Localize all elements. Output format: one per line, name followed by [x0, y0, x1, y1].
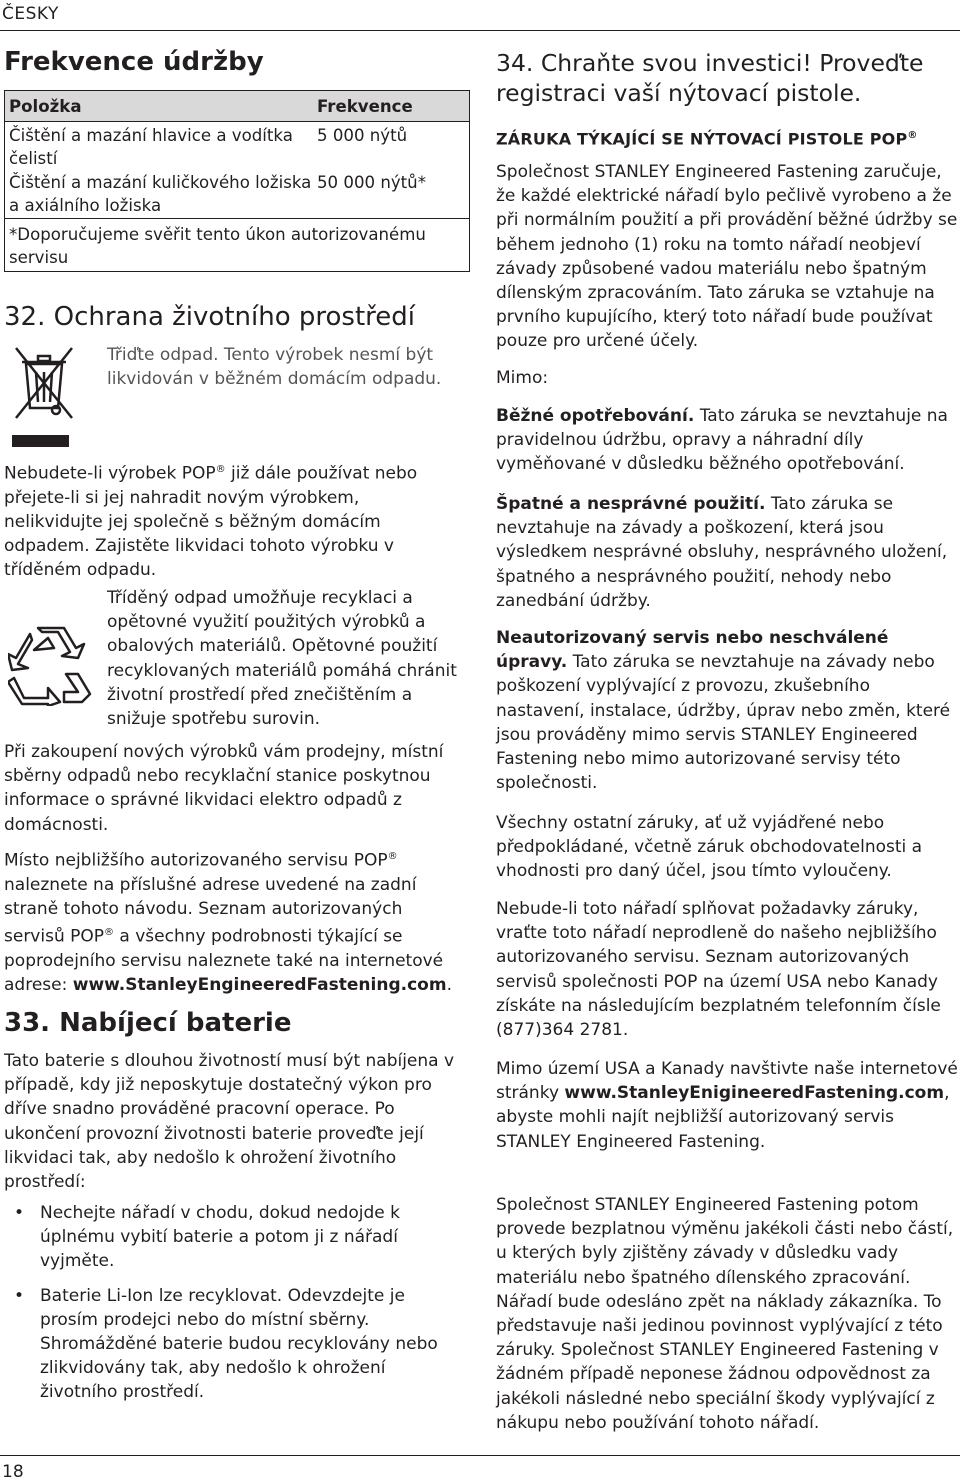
- warranty-subtitle: ZÁRUKA TÝKAJÍCÍ SE NÝTOVACÍ PISTOLE POP®: [496, 129, 918, 149]
- battery-number: 33.: [4, 1008, 51, 1038]
- table-cell-frequency: 50 000 nýtů*: [317, 173, 426, 192]
- battery-bullet-list: [2, 1201, 462, 1415]
- table-footnote: *Doporučujeme svěřit tento úkon autorizovanému servisu: [5, 218, 469, 271]
- outside-usa-paragraph: Mimo území USA a Kanady navštivte naše internetové stránky www.StanleyEnigineeredFastening.com, abyste mohli najít nejbližší autorizovaný servis STANLEY Engineered Fastening.: [496, 1059, 958, 1152]
- environment-number: 32.: [4, 302, 46, 332]
- language-label: ČESKY: [2, 4, 59, 24]
- misuse-paragraph: Špatné a nesprávné použití. Tato záruka se nevztahuje na závady a poškození, která jsou výsledkem nesprávné obsluhy, nesprávného uložení, špatného a nesprávného použití, nehody nebo zanedbání údržby.: [496, 494, 948, 611]
- weee-icon: [12, 342, 76, 466]
- list-item: • Nechejte nářadí v chodu, dokud nedojde k úplnému vybití baterie a potom ji z nářadí vyjměte.: [2, 1201, 462, 1274]
- left-column: [2, 40, 472, 1440]
- table-cell-item: Čištění a mazání hlavice a vodítka čelistí: [9, 126, 293, 168]
- table-header-row: [5, 91, 469, 122]
- environment-heading: [4, 302, 415, 332]
- warranty-claim-paragraph: Nebude-li toto nářadí splňovat požadavky záruky, vraťte toto nářadí neprodleně do našeho nejbližšího autorizovaného servisu. Seznam autorizovaných servisů společnosti POP na území USA nebo Kanady získáte na následujícím bezplatném telefonním čísle (877)364 2781.: [496, 899, 941, 1041]
- table-cell-item: Čištění a mazání kuličkového ložiska a axiálního ložiska: [9, 173, 312, 215]
- website-link[interactable]: www.StanleyEngineeredFastening.com: [72, 975, 447, 996]
- warranty-intro: Společnost STANLEY Engineered Fastening zaručuje, že každé elektrické nářadí bylo pečlivě vyrobeno a že při normálním použití a při provádění běžné údržby se během jednoho (1) roku na tomto nářadí neobjeví závady způsobené vadou materiálu nebo špatným dílenským zpracováním. Tato záruka se vztahuje na prvního kupujícího, který toto nářadí bude používat pouze pro určené účely.: [496, 162, 958, 352]
- table-cell-frequency: 5 000 nýtů: [317, 126, 408, 145]
- list-item: • Baterie Li-Ion lze recyklovat. Odevzdejte je prosím prodejci nebo do místní sběrny. Shromážděné baterie budou recyklovány nebo zlikvidovány tak, aby nedošlo k ohrožení životního prostředí.: [2, 1284, 462, 1405]
- replacement-paragraph: Společnost STANLEY Engineered Fastening potom provede bezplatnou výměnu jakékoli části nebo částí, u kterých byly zjištěny závady v důsledku vady materiálu nebo špatného dílenského zpracování. Nářadí bude odesláno zpět na náklady zákazníka. To představuje naši jedinou povinnost vyplývající z této záruky. Společnost STANLEY Engineered Fastening v žádném případě neponese žádnou odpovědnost za jakékoli následné nebo speciální škody vyplývající z nákupu nebo používání tohoto nářadí.: [496, 1195, 954, 1433]
- table-row: [5, 171, 469, 217]
- footer-divider: [0, 1455, 960, 1456]
- maintenance-table: [4, 90, 470, 272]
- maintenance-title: Frekvence údržby: [4, 47, 264, 77]
- warranty-heading: [496, 48, 958, 108]
- recycle-icon: [8, 626, 92, 710]
- weee-text: Třiďte odpad. Tento výrobek nesmí být likvidován v běžném domácím odpadu.: [107, 345, 442, 390]
- battery-heading: [4, 1008, 291, 1038]
- right-column: [496, 40, 958, 1440]
- website-link[interactable]: www.StanleyEnigineeredFastening.com: [564, 1083, 945, 1104]
- service-info-paragraph: Místo nejbližšího autorizovaného servisu POP® naleznete na příslušné adrese uvedené na zadní straně tohoto návodu. Seznam autorizovaných servisů POP® a všechny podrobnosti týkající se poprodejního servisu naleznete také na internetové adrese: www.StanleyEngineeredFastening.com.: [4, 850, 452, 996]
- table-header-item: Položka: [9, 96, 82, 116]
- page-number: 18: [2, 1462, 24, 1482]
- warranty-exceptions-label: Mimo:: [496, 368, 549, 388]
- environment-paragraph: Nebudete-li výrobek POP® již dále používat nebo přejete-li si jej nahradit novým výrobkem, nelikvidujte jej společně s běžným domácím odpadem. Zajistěte likvidaci tohoto výrobku v tříděném odpadu.: [4, 463, 418, 581]
- table-header-frequency: Frekvence: [317, 96, 413, 116]
- disposal-info-paragraph: Při zakoupení nových výrobků vám prodejny, místní sběrny odpadů nebo recyklační stanice poskytnou informace o správné likvidaci elektro odpadů z domácnosti.: [4, 742, 444, 835]
- battery-title: Nabíjecí baterie: [59, 1008, 292, 1038]
- warranty-number: 34.: [496, 49, 534, 77]
- header-divider: [0, 30, 960, 31]
- wear-paragraph: Běžné opotřebování. Tato záruka se nevztahuje na pravidelnou údržbu, opravy a náhradní díly vyměňované v důsledku běžného opotřebování.: [496, 406, 948, 475]
- other-warranties-paragraph: Všechny ostatní záruky, ať už vyjádřené nebo předpokládané, včetně záruk obchodovatelnosti a vhodnosti pro daný účel, jsou tímto vyloučeny.: [496, 813, 923, 882]
- battery-paragraph: Tato baterie s dlouhou životností musí být nabíjena v případě, kdy již neposkytuje dostatečný výkon pro dříve snadno prováděné pracovní operace. Po ukončení provozní životnosti baterie proveďte její likvidaci tak, aby nedošlo k ohrožení životního prostředí:: [4, 1051, 455, 1193]
- environment-title: Ochrana životního prostředí: [53, 302, 415, 332]
- unauthorized-service-paragraph: Neautorizovaný servis nebo neschválené úpravy. Tato záruka se nevztahuje na závady nebo poškození vyplývající z provozu, zkušebního nastavení, instalace, údržby, úprav nebo změn, které jsou prováděny mimo servis STANLEY Engineered Fastening nebo mimo autorizované servisy této společnosti.: [496, 628, 951, 794]
- warranty-title: Chraňte svou investici! Proveďte registraci vaší nýtovací pistole.: [496, 49, 924, 107]
- recycle-text: Tříděný odpad umožňuje recyklaci a opětovné využití použitých výrobků a obalových materiálů. Opětovné použití recyklovaných materiálů pomáhá chránit životní prostředí před znečištěním a snižuje spotřebu surovin.: [107, 588, 457, 730]
- table-row: [5, 124, 469, 170]
